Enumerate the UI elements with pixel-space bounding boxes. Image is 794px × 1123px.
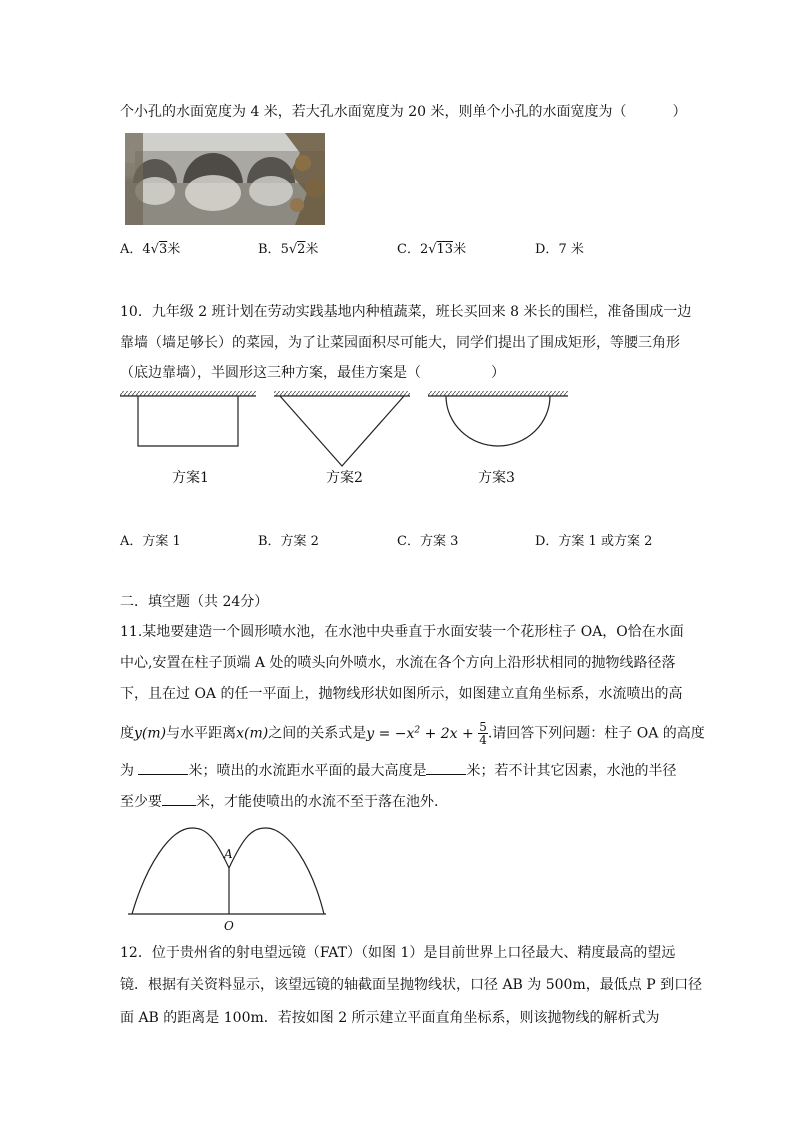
fraction: $\frac{5}{4}$ (479, 720, 487, 748)
q10-line-1: 10．九年级 2 班计划在劳动实践基地内种植蔬菜，班长买回来 8 米长的围栏，准备围成一边 (120, 304, 692, 320)
q12-line-3: 面 AB 的距离是 100m．若按如图 2 所示建立平面直角坐标系，则该抛物线的解析式为 (120, 1010, 660, 1026)
sqrt-symbol: √ (288, 242, 298, 257)
section-heading: 二．填空题（共 24分） (120, 594, 269, 610)
answer-blank-3[interactable] (162, 791, 196, 806)
option-a[interactable]: A．4√3米 (120, 242, 181, 257)
q11-line-5: 为 米；喷出的水流距水平面的最大高度是 米；若不计其它因素，水池的半径 (120, 760, 676, 781)
q10-line-3: （底边靠墙），半圆形这三种方案，最佳方案是（ ） (120, 365, 505, 381)
sqrt-symbol: √ (428, 242, 437, 257)
label-o: O (224, 919, 234, 933)
scheme-2-label: 方案2 (326, 470, 363, 486)
scheme-2-figure (274, 391, 410, 466)
scheme-3-figure (428, 391, 568, 446)
option-c[interactable]: C．方案 3 (397, 534, 459, 549)
answer-blank-2[interactable] (426, 760, 466, 775)
q11-line-6: 至少要 米，才能使喷出的水流不至于落在池外. (120, 791, 438, 812)
sqrt-symbol: √ (150, 242, 159, 257)
q9-options (120, 238, 680, 258)
q9-line-1: 个小孔的水面宽度为 4 米，若大孔水面宽度为 20 米，则单个小孔的水面宽度为（ ） (120, 104, 687, 120)
q11-line-4: 度y(m)与水平距离x(m)之间的关系式是$y = -x^2 + 2x$ + $\frac{5}{4}$ .请回答下列问题：柱子 OA 的高度 (120, 720, 705, 748)
q12-line-2: 镜．根据有关资料显示，该望远镜的轴截面呈抛物线状，口径 AB 为 500m，最低点 P 到口径 (120, 977, 703, 993)
scheme-1-figure (120, 391, 256, 446)
option-c[interactable]: C．2√13米 (397, 242, 467, 257)
option-d[interactable]: D．方案 1 或方案 2 (535, 534, 653, 549)
q11-line-3: 下，且在过 OA 的任一平面上，抛物线形状如图所示，如图建立直角坐标系，水流喷出的高 (120, 686, 683, 702)
q11-line-2: 中心,安置在柱子顶端 A 处的喷头向外喷水，水流在各个方向上沿形状相同的抛物线路径落 (120, 655, 676, 671)
scheme-1-label: 方案1 (172, 470, 209, 486)
q12-line-1: 12．位于贵州省的射电望远镜（FAT）（如图 1）是目前世界上口径最大、精度最高的望远 (120, 945, 676, 961)
answer-blank-1[interactable] (138, 760, 188, 775)
q11-line-1: 11.某地要建造一个圆形喷水池，在水池中央垂直于水面安装一个花形柱子 OA，O恰在水面 (120, 624, 684, 640)
fountain-figure (126, 826, 330, 921)
left-parabola (132, 828, 229, 914)
option-a[interactable]: A．方案 1 (120, 534, 181, 549)
formula: $y = -x^2 + 2x$ + (366, 725, 479, 742)
scheme-3-label: 方案3 (478, 470, 515, 486)
label-a: A (224, 847, 233, 861)
right-parabola (229, 828, 324, 914)
option-b[interactable]: B．5√2米 (258, 242, 319, 257)
bridge-photo (125, 133, 325, 225)
option-b[interactable]: B．方案 2 (258, 534, 319, 549)
option-d[interactable]: D．7 米 (535, 242, 584, 257)
q10-options (120, 530, 680, 550)
q10-line-2: 靠墙（墙足够长）的菜园，为了让菜园面积尽可能大，同学们提出了围成矩形，等腰三角形 (120, 335, 680, 351)
